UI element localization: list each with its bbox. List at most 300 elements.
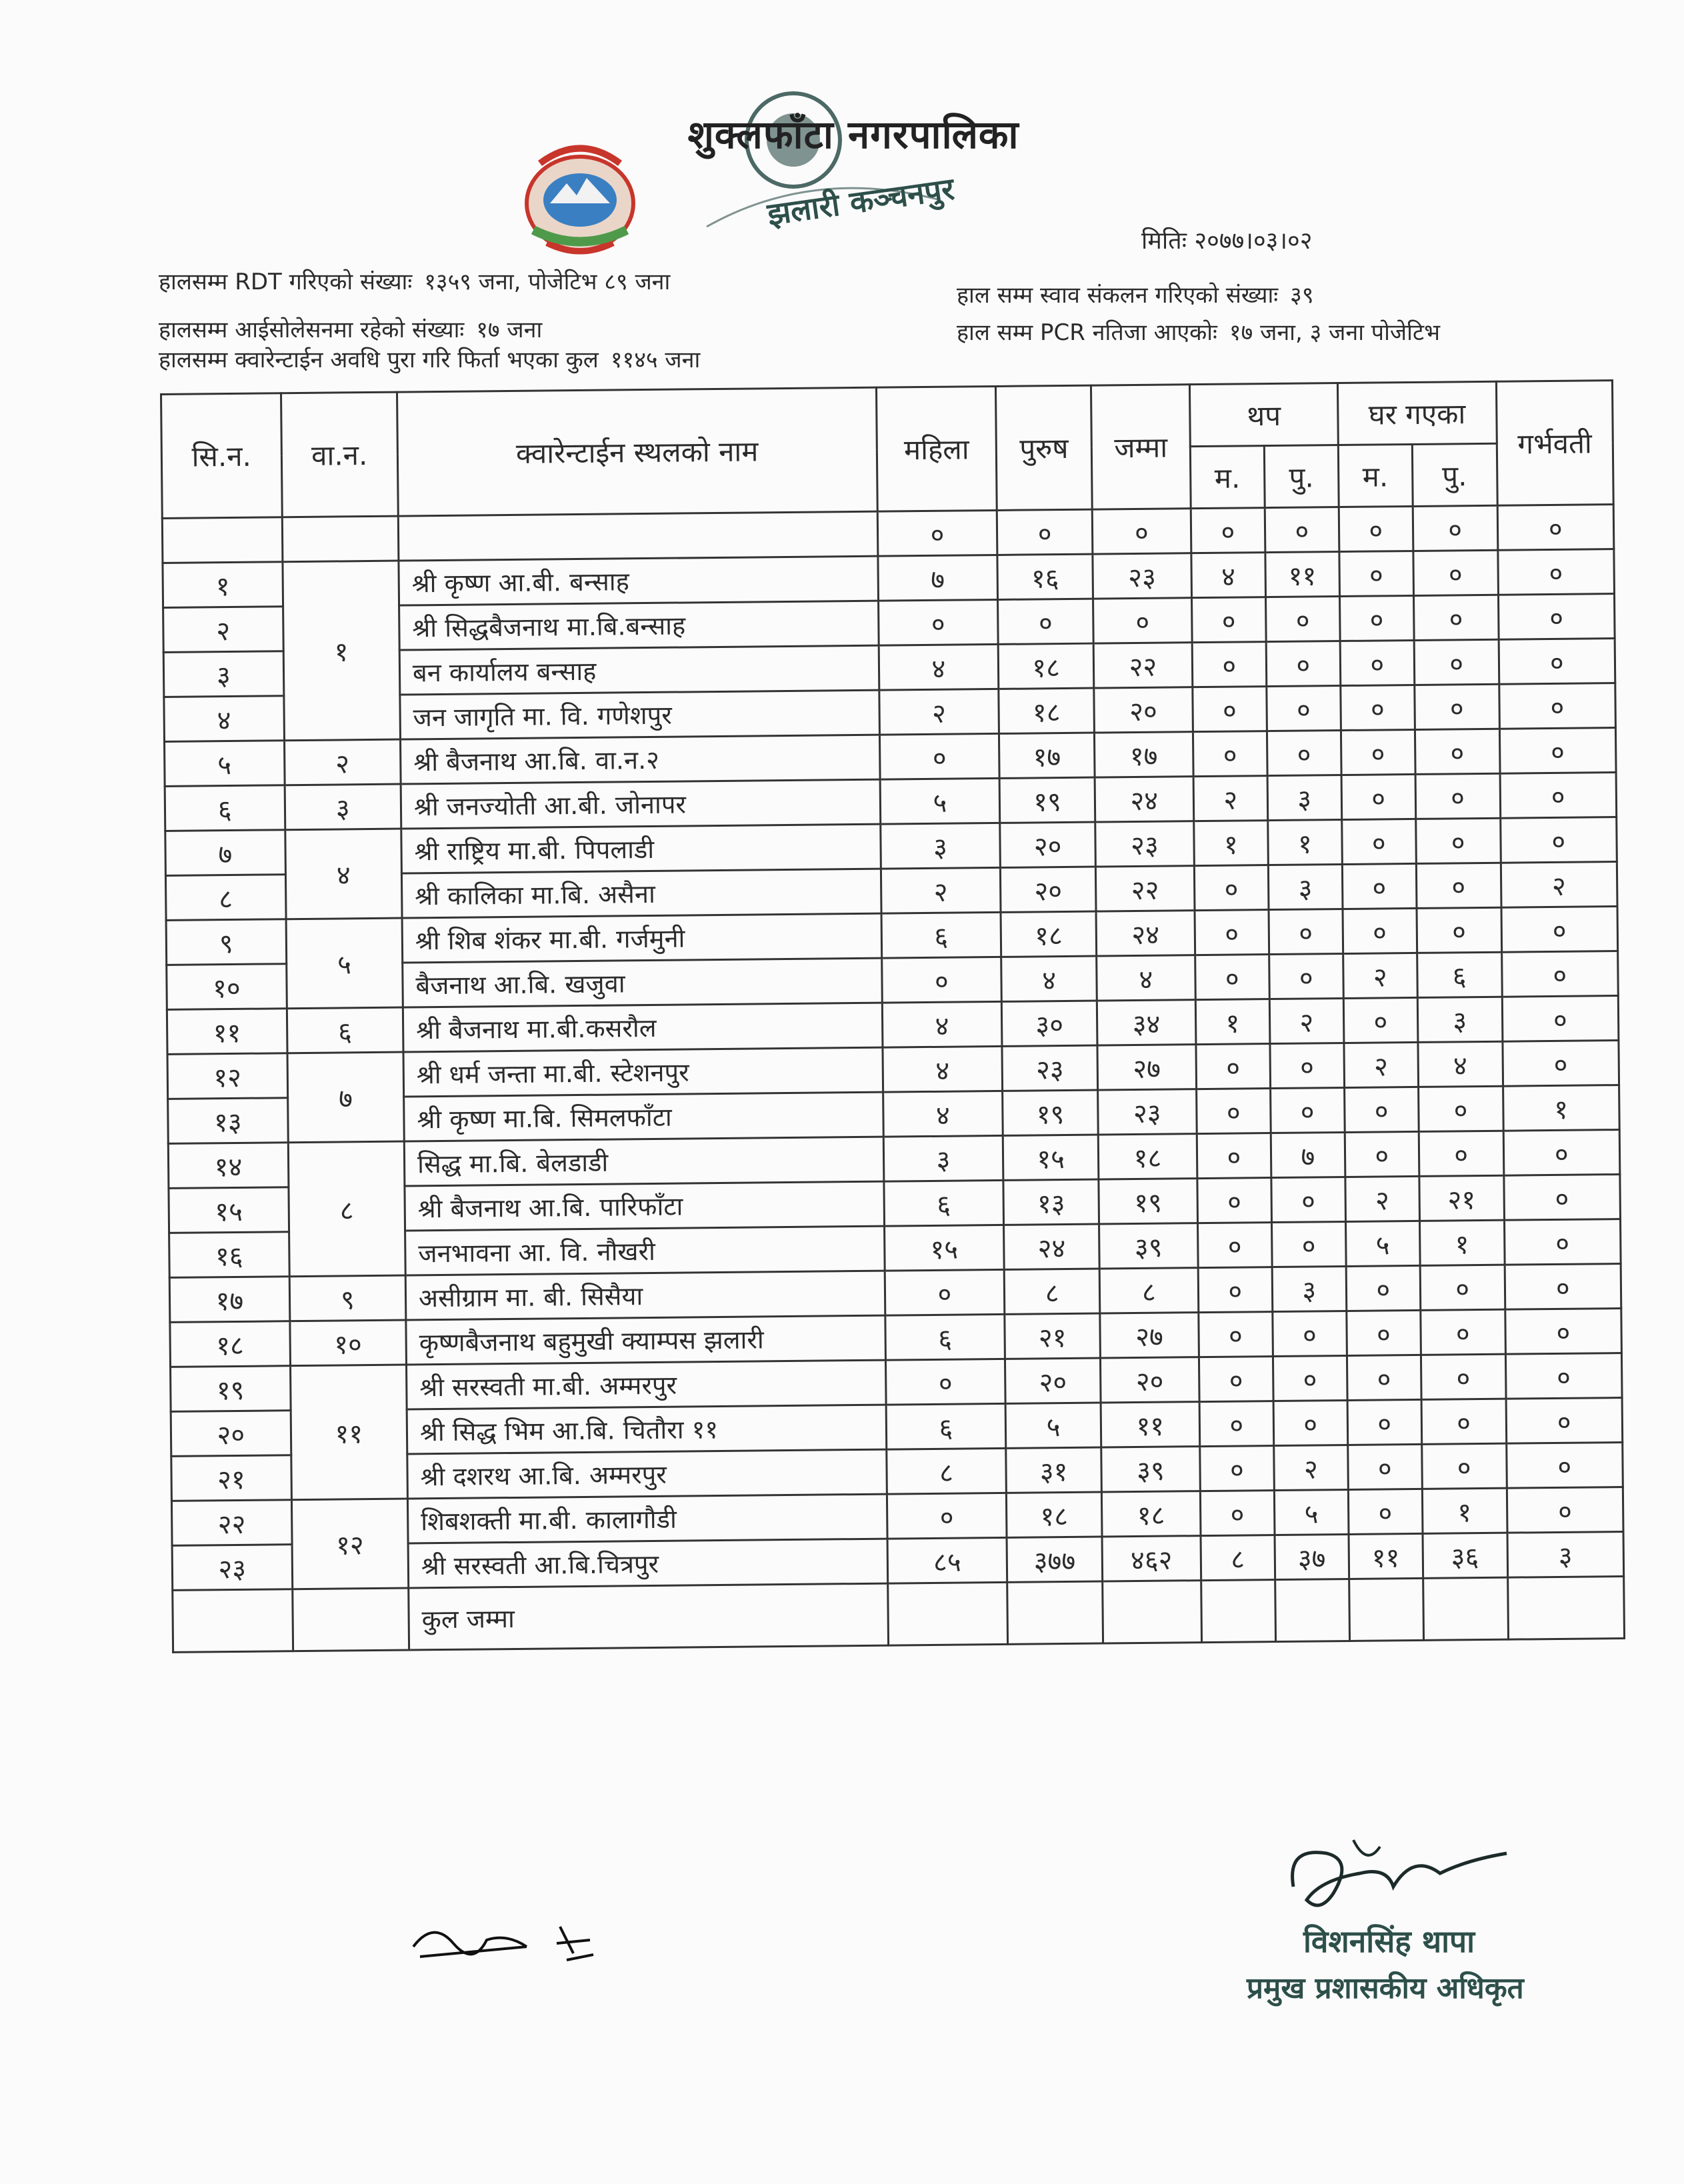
cell-pregnant: ० — [1498, 594, 1615, 640]
cell-male: २० — [1000, 822, 1095, 867]
cell-add_m: ० — [1265, 597, 1340, 642]
cell-total: २० — [1100, 1357, 1199, 1403]
cell-female: ० — [879, 733, 999, 779]
cell-home_f: ० — [1339, 506, 1413, 551]
cell-home_f: ० — [1339, 551, 1414, 596]
cell-site: श्री बैजनाथ आ.बि. पारिफाँटा — [405, 1181, 884, 1231]
cell-site: श्री सिद्ध भिम आ.बि. चितौरा ११ — [407, 1405, 886, 1454]
cell-add_f: ० — [1199, 1401, 1274, 1447]
cell-home_f: ० — [1347, 1310, 1421, 1355]
cell-ward — [282, 516, 399, 562]
cell-add_f: ० — [1196, 1089, 1271, 1134]
cell-site: श्री जनज्योती आ.बी. जोनापर — [401, 779, 880, 829]
cell-add_m: २ — [1274, 1445, 1349, 1490]
cell-male: ० — [997, 509, 1092, 555]
cell-add_f: १ — [1194, 821, 1269, 866]
pcr-value: १७ जना, ३ जना पोजेटिभ — [1229, 319, 1440, 346]
cell-site: श्री सरस्वती मा.बी. अम्मरपुर — [407, 1360, 886, 1409]
cell-sn: २ — [163, 607, 283, 653]
cell-female: ४ — [883, 1046, 1003, 1092]
cell-pregnant: ० — [1499, 728, 1616, 774]
cell-sn — [162, 517, 282, 563]
cell-total: ३४ — [1097, 1000, 1196, 1045]
cell-total: २३ — [1095, 821, 1195, 867]
cell-add_f: ० — [1200, 1446, 1275, 1491]
cell-add_m: ११ — [1265, 552, 1340, 597]
quarantine-returned-value: ११४५ जना — [610, 347, 701, 373]
cell-home_m: ० — [1416, 863, 1501, 908]
cell-ward: १० — [290, 1320, 407, 1366]
col-header-went-home: घर गएका — [1337, 381, 1497, 445]
cell-pregnant: ० — [1500, 817, 1617, 863]
cell-ward: ५ — [286, 918, 403, 1009]
cell-site: असीग्राम मा. बी. सिसैया — [405, 1271, 885, 1320]
cell-home_m: ३ — [1417, 997, 1502, 1042]
cell-home_f: ० — [1348, 1489, 1423, 1534]
cell-sn: ९ — [166, 919, 286, 965]
cell-sn — [173, 1589, 293, 1653]
col-header-added: थप — [1189, 383, 1338, 447]
cell-female: ० — [877, 510, 997, 556]
cell-total-empty — [1349, 1578, 1423, 1641]
cell-home_m: ० — [1413, 550, 1498, 595]
cell-site: बैजनाथ आ.बि. खजुवा — [403, 958, 882, 1007]
cell-male: २० — [1005, 1358, 1101, 1403]
cell-pregnant: १ — [1503, 1085, 1619, 1131]
cell-site: कृष्णबैजनाथ बहुमुखी क्याम्पस झलारी — [406, 1315, 885, 1365]
cell-total: २२ — [1093, 643, 1193, 688]
cell-ward: ७ — [287, 1052, 405, 1143]
cell-add_f: ० — [1196, 1044, 1271, 1089]
rdt-count — [159, 265, 670, 296]
cell-pregnant: ० — [1505, 1353, 1622, 1399]
cell-add_m: ० — [1271, 1221, 1346, 1267]
rdt-value: १३५९ जना, पोजेटिभ ८९ जना — [424, 269, 671, 295]
cell-ward: ६ — [287, 1007, 403, 1053]
cell-sn: १५ — [169, 1187, 289, 1233]
cell-home_f: २ — [1343, 953, 1417, 998]
cell-home_m: ० — [1415, 684, 1499, 729]
col-header-site: क्वारेन्टाईन स्थलको नाम — [397, 387, 877, 516]
cell-female: ० — [878, 599, 998, 645]
cell-total: ४ — [1097, 955, 1196, 1001]
cell-home_m: ० — [1418, 1086, 1503, 1131]
cell-female: १५ — [884, 1225, 1004, 1271]
table-body — [162, 505, 1624, 1653]
cell-add_m: ३ — [1267, 775, 1342, 821]
col-header-sn: सि.न. — [161, 393, 282, 519]
cell-add_f: ० — [1193, 687, 1267, 732]
quarantine-table — [160, 379, 1625, 1653]
cell-add_m: ० — [1265, 507, 1339, 553]
cell-home_m: १ — [1419, 1220, 1504, 1265]
cell-pregnant: ० — [1507, 1487, 1623, 1533]
swab-label: हाल सम्म स्वाव संकलन गरिएको संख्याः — [957, 282, 1279, 309]
cell-home_f: ५ — [1345, 1221, 1420, 1266]
cell-total: १८ — [1098, 1134, 1197, 1179]
cell-male: १५ — [1003, 1135, 1098, 1180]
cell-home_m: ० — [1417, 907, 1501, 953]
cell-site: सिद्ध मा.बि. बेलडाडी — [404, 1137, 883, 1186]
right-signature — [1280, 1827, 1520, 1933]
cell-sn: ३ — [163, 651, 283, 697]
cell-female: ३ — [880, 823, 1000, 869]
cell-site: श्री सरस्वती आ.बि.चित्रपुर — [408, 1539, 887, 1588]
cell-home_m: ० — [1421, 1399, 1506, 1444]
cell-add_f: ० — [1195, 955, 1270, 1000]
cell-total: ३९ — [1101, 1447, 1201, 1492]
cell-add_m: ० — [1269, 954, 1343, 999]
cell-male: २० — [1001, 867, 1096, 912]
cell-home_f: ० — [1347, 1399, 1422, 1445]
cell-home_f: ० — [1340, 640, 1415, 685]
cell-site: श्री दशरथ आ.बि. अम्मरपुर — [407, 1449, 887, 1499]
cell-home_m: ० — [1419, 1131, 1503, 1176]
cell-male: ३७७ — [1007, 1537, 1102, 1582]
table-total-row — [173, 1577, 1625, 1653]
cell-add_f: ० — [1194, 865, 1269, 911]
cell-total: २३ — [1093, 553, 1192, 599]
cell-add_m: ३ — [1268, 865, 1343, 910]
cell-home_f: ० — [1347, 1444, 1422, 1489]
cell-male: १९ — [1003, 1090, 1098, 1135]
col-header-added-female: म. — [1190, 446, 1265, 509]
cell-sn: १ — [163, 562, 283, 608]
cell-total-empty — [1007, 1581, 1103, 1644]
cell-female: ४ — [882, 1001, 1002, 1047]
cell-site: शिबशक्ती मा.बी. कालागौडी — [407, 1494, 887, 1543]
document-date — [1141, 223, 1312, 256]
quarantine-returned-count — [159, 343, 700, 374]
cell-female: ८ — [886, 1448, 1006, 1494]
cell-sn: ५ — [165, 741, 285, 787]
cell-ward: ८ — [288, 1141, 405, 1277]
cell-add_f: ० — [1197, 1178, 1272, 1223]
cell-site: जन जागृति मा. वि. गणेशपुर — [400, 690, 879, 739]
cell-add_f: ० — [1197, 1133, 1271, 1179]
cell-home_m: ६ — [1417, 952, 1501, 997]
cell-site: श्री सिद्धबैजनाथ मा.बि.बन्साह — [399, 601, 879, 650]
cell-site: श्री कालिका मा.बि. असैना — [401, 869, 881, 918]
cell-add_f: २ — [1193, 776, 1268, 821]
total-label: कुल जम्मा — [409, 1583, 888, 1650]
cell-sn: २१ — [171, 1455, 291, 1501]
cell-site: श्री बैजनाथ मा.बी.कसरौल — [403, 1003, 882, 1052]
cell-female: ० — [885, 1269, 1005, 1315]
cell-add_f: ० — [1191, 508, 1265, 553]
cell-total: ० — [1092, 509, 1191, 554]
cell-add_f: ० — [1195, 910, 1269, 955]
cell-male: १८ — [1001, 911, 1096, 957]
cell-female: ५ — [880, 778, 1000, 824]
date-label: मितिः — [1141, 227, 1187, 255]
nepal-emblem-icon — [513, 137, 647, 260]
cell-total: ८ — [1099, 1268, 1199, 1313]
cell-add_m: ३७ — [1275, 1534, 1349, 1579]
cell-home_m: ० — [1415, 729, 1499, 774]
cell-male: २४ — [1004, 1224, 1099, 1269]
cell-site: श्री धर्म जन्ता मा.बी. स्टेशनपुर — [403, 1047, 883, 1097]
cell-total: २२ — [1095, 866, 1195, 911]
cell-male: १६ — [997, 554, 1093, 599]
date-value: २०७७।०३।०२ — [1194, 227, 1313, 255]
cell-home_f: ० — [1343, 908, 1417, 953]
cell-add_m: ० — [1266, 641, 1341, 687]
cell-total: १८ — [1101, 1491, 1201, 1537]
cell-female: २ — [879, 689, 999, 735]
cell-sn: १७ — [169, 1277, 289, 1323]
cell-add_m: ० — [1269, 909, 1343, 955]
cell-site: बन कार्यालय बन्साह — [399, 645, 879, 695]
cell-pregnant: ० — [1506, 1398, 1623, 1444]
cell-home_m: ० — [1415, 773, 1500, 819]
cell-female: ६ — [881, 912, 1001, 958]
signatory-name: विशनसिंह थापा — [1303, 1923, 1475, 1959]
cell-female: ८५ — [887, 1537, 1007, 1583]
cell-ward: १२ — [291, 1499, 409, 1589]
cell-pregnant: ० — [1497, 549, 1614, 595]
cell-home_m: १ — [1422, 1488, 1507, 1533]
cell-add_f: ० — [1199, 1357, 1273, 1402]
cell-male: ५ — [1005, 1403, 1101, 1448]
cell-site: जनभावना आ. वि. नौखरी — [405, 1226, 885, 1275]
cell-pregnant: ० — [1503, 1130, 1620, 1176]
cell-add_f: ८ — [1201, 1535, 1275, 1581]
isolation-count — [159, 313, 542, 344]
cell-add_f: ० — [1198, 1267, 1273, 1313]
cell-add_f: ४ — [1191, 553, 1266, 598]
cell-total: ० — [1093, 598, 1192, 643]
cell-home_f: २ — [1344, 1042, 1419, 1087]
cell-home_m: ० — [1421, 1354, 1505, 1399]
cell-total: ११ — [1101, 1402, 1200, 1447]
cell-home_f: ० — [1347, 1355, 1421, 1400]
cell-total: ४६२ — [1102, 1536, 1201, 1581]
cell-home_m: ३६ — [1423, 1533, 1507, 1578]
cell-home_m: ४ — [1418, 1041, 1503, 1087]
cell-home_f: ० — [1342, 863, 1417, 909]
cell-pregnant: ० — [1505, 1264, 1621, 1310]
cell-total-empty — [1423, 1577, 1508, 1640]
cell-total-empty — [1275, 1579, 1349, 1641]
cell-add_m: ० — [1267, 686, 1341, 731]
cell-sn: १६ — [169, 1232, 289, 1278]
cell-home_m: ० — [1421, 1443, 1506, 1489]
cell-pregnant: ० — [1504, 1219, 1621, 1265]
cell-total-empty — [1103, 1581, 1202, 1643]
cell-add_m: ० — [1267, 731, 1341, 776]
col-header-added-male: पु. — [1264, 445, 1339, 508]
pcr-label: हाल सम्म PCR नतिजा आएकोः — [957, 319, 1217, 346]
cell-sn: २० — [171, 1411, 291, 1457]
col-header-ward: वा.न. — [281, 392, 398, 517]
cell-sn: २२ — [171, 1500, 291, 1546]
cell-female: ६ — [884, 1180, 1004, 1226]
cell-add_f: ० — [1193, 731, 1267, 777]
cell-male: १८ — [999, 688, 1094, 733]
cell-pregnant: ० — [1497, 505, 1614, 551]
cell-male: ८ — [1004, 1269, 1099, 1314]
cell-male: ४ — [1001, 956, 1097, 1001]
cell-pregnant: ० — [1502, 1041, 1619, 1087]
cell-sn: ११ — [167, 1009, 287, 1055]
rdt-label: हालसम्म RDT गरिएको संख्याः — [159, 269, 413, 295]
cell-pregnant: ० — [1506, 1443, 1623, 1489]
cell-male: १९ — [999, 777, 1095, 823]
cell-home_f: ० — [1343, 997, 1418, 1043]
cell-sn: ४ — [164, 696, 284, 742]
cell-sn: १८ — [170, 1321, 290, 1367]
cell-home_f: ० — [1345, 1131, 1419, 1177]
cell-add_m: ० — [1273, 1311, 1347, 1356]
cell-sn: ७ — [165, 830, 285, 876]
cell-ward: ४ — [285, 829, 402, 919]
cell-male: १८ — [998, 643, 1093, 689]
cell-home_f: ० — [1339, 595, 1414, 641]
cell-ward — [292, 1588, 409, 1651]
cell-female: ४ — [883, 1091, 1003, 1137]
cell-add_m: ७ — [1271, 1132, 1345, 1177]
cell-female: ६ — [885, 1314, 1005, 1360]
cell-add_m: २ — [1269, 999, 1344, 1044]
cell-add_m: ३ — [1272, 1266, 1347, 1311]
cell-pregnant: ० — [1499, 683, 1615, 729]
cell-total: २४ — [1096, 911, 1195, 956]
cell-pregnant: ० — [1501, 907, 1618, 953]
cell-total: २७ — [1100, 1313, 1199, 1358]
cell-sn: १९ — [171, 1366, 291, 1412]
cell-ward: २ — [284, 739, 401, 785]
cell-ward: ३ — [285, 784, 401, 830]
cell-pregnant: २ — [1501, 862, 1617, 908]
cell-female: ७ — [878, 555, 998, 601]
cell-sn: १० — [167, 964, 287, 1010]
cell-male: १८ — [1007, 1492, 1102, 1537]
swab-value: ३९ — [1290, 282, 1314, 309]
cell-home_f: ० — [1346, 1265, 1421, 1311]
cell-add_f: ० — [1199, 1312, 1273, 1357]
cell-ward: १ — [283, 561, 401, 741]
cell-sn: १४ — [168, 1143, 288, 1189]
cell-total-empty — [1201, 1580, 1276, 1643]
cell-male: ३१ — [1006, 1447, 1101, 1493]
cell-home_f: ० — [1341, 819, 1416, 864]
cell-female: ३ — [883, 1135, 1003, 1181]
cell-site: श्री राष्ट्रिय मा.बी. पिपलाडी — [401, 824, 881, 873]
cell-sn: ८ — [165, 875, 285, 921]
col-header-home-male: पु. — [1412, 443, 1497, 506]
cell-total: ३९ — [1099, 1223, 1198, 1269]
cell-add_m: ० — [1270, 1043, 1345, 1088]
cell-pregnant: ० — [1499, 639, 1615, 685]
cell-pregnant: ० — [1500, 773, 1617, 819]
cell-site — [398, 511, 877, 561]
cell-female: ६ — [886, 1403, 1006, 1449]
cell-add_f: ० — [1191, 597, 1266, 643]
cell-female: ० — [885, 1359, 1005, 1405]
cell-home_f: ११ — [1349, 1533, 1423, 1579]
cell-male: २१ — [1005, 1313, 1100, 1359]
cell-home_m: २१ — [1419, 1175, 1504, 1221]
cell-add_f: ० — [1192, 642, 1267, 687]
cell-home_m: ० — [1413, 595, 1498, 640]
cell-home_f: ० — [1341, 729, 1415, 775]
left-signature — [407, 1907, 613, 1980]
cell-total: १९ — [1099, 1179, 1198, 1224]
cell-total-empty — [1507, 1577, 1624, 1640]
cell-home_m: ० — [1414, 639, 1499, 685]
cell-total: २० — [1094, 687, 1193, 733]
cell-home_m: ० — [1420, 1265, 1505, 1310]
cell-add_m: ० — [1271, 1177, 1346, 1222]
cell-home_m: ० — [1421, 1309, 1505, 1355]
isolation-label: हालसम्म आईसोलेसनमा रहेको संख्याः — [159, 317, 465, 343]
cell-sn: १३ — [168, 1098, 288, 1144]
cell-home_f: ० — [1344, 1087, 1419, 1132]
cell-home_m: ० — [1413, 505, 1497, 551]
office-location: झलारी कञ्चनपुर — [765, 170, 957, 233]
pcr-result — [957, 316, 1440, 347]
cell-add_f: ० — [1197, 1223, 1272, 1268]
cell-male: १३ — [1003, 1179, 1099, 1225]
cell-add_m: ५ — [1274, 1489, 1349, 1535]
cell-site: श्री कृष्ण मा.बि. सिमलफाँटा — [404, 1092, 883, 1141]
org-title: शुक्लफाँटा नगरपालिका — [687, 112, 1019, 157]
cell-add_f: ० — [1200, 1491, 1275, 1536]
cell-pregnant: ० — [1501, 951, 1618, 997]
cell-home_f: ० — [1341, 774, 1416, 819]
cell-male: ० — [998, 599, 1093, 644]
cell-add_m: १ — [1268, 820, 1343, 865]
cell-add_m: ० — [1273, 1400, 1348, 1445]
signatory-title: प्रमुख प्रशासकीय अधिकृत — [1247, 1971, 1524, 2005]
col-header-male: पुरुष — [996, 385, 1092, 510]
cell-total: २३ — [1098, 1089, 1197, 1135]
cell-male: १७ — [999, 733, 1095, 778]
cell-site: श्री कृष्ण आ.बी. बन्साह — [399, 556, 878, 605]
cell-site: श्री शिब शंकर मा.बी. गर्जमुनी — [402, 913, 881, 963]
col-header-female: महिला — [876, 386, 997, 511]
cell-home_f: २ — [1345, 1176, 1420, 1221]
cell-pregnant: ० — [1503, 1175, 1620, 1221]
cell-female: ० — [881, 957, 1001, 1003]
cell-total: १७ — [1094, 732, 1193, 777]
swab-count — [957, 279, 1314, 309]
quarantine-returned-label: हालसम्म क्वारेन्टाईन अवधि पुरा गरि फिर्ता भएका कुल — [159, 347, 599, 373]
cell-pregnant: ० — [1502, 996, 1619, 1042]
cell-total: २४ — [1095, 777, 1194, 822]
cell-home_m: ० — [1415, 818, 1500, 863]
cell-site: श्री बैजनाथ आ.बि. वा.न.२ — [400, 735, 879, 784]
cell-female: ४ — [879, 644, 999, 690]
cell-sn: २३ — [172, 1545, 292, 1591]
cell-add_m: ० — [1270, 1087, 1345, 1133]
cell-home_f: ० — [1341, 685, 1415, 730]
cell-sn: १२ — [167, 1053, 287, 1099]
cell-total-empty — [887, 1582, 1008, 1645]
cell-male: २३ — [1002, 1045, 1097, 1091]
cell-pregnant: ३ — [1507, 1532, 1624, 1578]
cell-sn: ६ — [165, 785, 285, 831]
col-header-home-female: म. — [1338, 444, 1413, 507]
cell-total: २७ — [1097, 1045, 1197, 1090]
cell-male: ३० — [1002, 1001, 1097, 1046]
cell-ward: ११ — [290, 1365, 407, 1500]
col-header-pregnant: गर्भवती — [1496, 381, 1613, 506]
cell-female: २ — [881, 867, 1001, 913]
cell-pregnant: ० — [1505, 1309, 1621, 1355]
cell-ward: ९ — [289, 1275, 406, 1321]
